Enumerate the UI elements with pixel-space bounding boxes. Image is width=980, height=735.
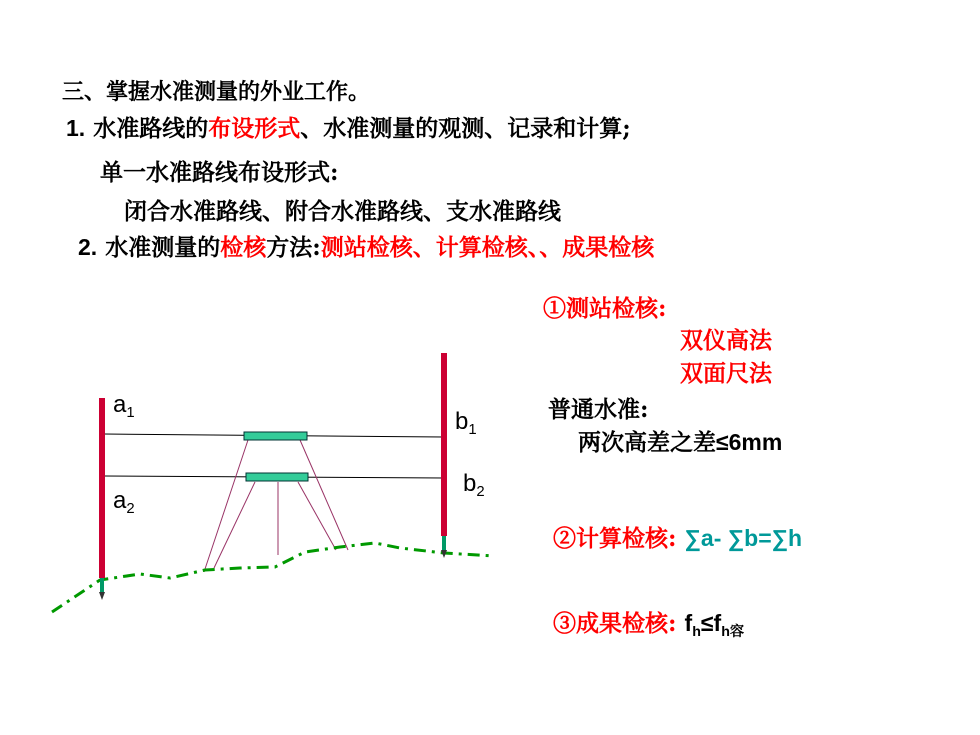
- tripod-legs: [204, 440, 348, 572]
- label-a2: $a_2$: [113, 487, 135, 518]
- check3-f2: f: [713, 610, 722, 636]
- rod-a-tip: [99, 592, 105, 600]
- ordinary-rule-value: ≤6mm: [716, 429, 783, 455]
- label-b1: $b_1$: [455, 408, 477, 439]
- check2-title: ②计算检核:: [553, 525, 677, 552]
- item-1-number: 1.: [66, 115, 86, 141]
- rod-b: [441, 353, 447, 536]
- single-route-title: 单一水准路线布设形式:: [100, 159, 339, 186]
- item-2-number: 2.: [78, 234, 98, 260]
- rod-a: [99, 398, 105, 578]
- check3-sub-h: h: [692, 623, 701, 640]
- ordinary-title: 普通水准:: [548, 396, 649, 423]
- route-types: 闭合水准路线、附合水准路线、支水准路线: [124, 198, 561, 225]
- check3-sub-hrong: h容: [721, 623, 745, 640]
- check3-le: ≤: [700, 610, 714, 636]
- check2-formula: ∑a- ∑b=∑h: [684, 525, 803, 551]
- check1-method-a: 双仪高法: [680, 327, 772, 354]
- check3-title: ③成果检核:: [553, 610, 677, 637]
- item-2-middle: 方法:: [266, 234, 321, 261]
- check3-f1: f: [684, 610, 693, 636]
- item-1-suffix: 、水准测量的观测、记录和计算;: [300, 115, 631, 142]
- rod-b-foot: [442, 536, 446, 550]
- label-b2: $b_2$: [463, 470, 485, 501]
- item-2-methods: 测站检核、计算检核、、成果检核: [320, 234, 655, 261]
- item-2-highlight: 检核: [220, 234, 267, 261]
- item-2-prefix: 水准测量的: [105, 234, 221, 261]
- item-1-highlight: 布设形式: [208, 115, 301, 142]
- instrument-upper: [244, 432, 307, 440]
- check1-title: ①测站检核:: [543, 295, 667, 322]
- label-a1: $a_1$: [113, 391, 135, 422]
- section-heading: 三、掌握水准测量的外业工作。: [62, 79, 371, 105]
- instrument-lower: [246, 473, 308, 481]
- ground-line: [52, 543, 494, 612]
- check1-method-b: 双面尺法: [680, 360, 772, 387]
- rod-a-foot: [100, 578, 104, 592]
- ordinary-rule-prefix: 两次高差之差: [578, 429, 716, 456]
- item-1-prefix: 水准路线的: [93, 115, 209, 142]
